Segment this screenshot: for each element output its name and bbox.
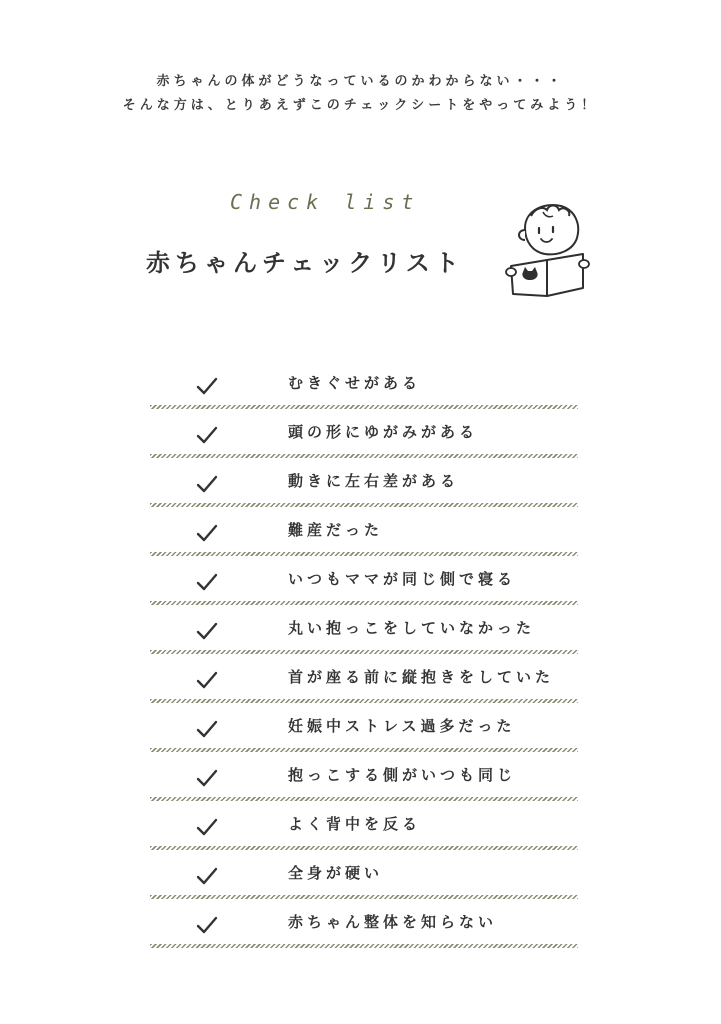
divider (150, 944, 578, 948)
checklist-item[interactable] (150, 458, 580, 507)
check-icon (196, 572, 218, 592)
checklist-item[interactable] (150, 703, 580, 752)
check-icon (196, 670, 218, 690)
checklist-item[interactable] (150, 850, 580, 899)
checklist-item-label: むきぐせがある (288, 374, 422, 392)
checklist-item-label: 丸い抱っこをしていなかった (288, 619, 536, 637)
checklist-item-label: 動きに左右差がある (288, 472, 460, 490)
checklist-item-label: 抱っこする側がいつも同じ (288, 766, 517, 784)
check-icon (196, 768, 218, 788)
checklist-item-label: 全身が硬い (288, 864, 384, 882)
checklist-item[interactable] (150, 899, 580, 948)
check-icon (196, 474, 218, 494)
checklist-item-label: 難産だった (288, 521, 384, 539)
intro-line-2: そんな方は、とりあえずこのチェックシートをやってみよう！ (122, 98, 599, 113)
check-icon (196, 915, 218, 935)
check-icon (196, 866, 218, 886)
check-icon (196, 621, 218, 641)
check-icon (196, 817, 218, 837)
checklist-item[interactable] (150, 360, 580, 409)
checklist-item[interactable] (150, 507, 580, 556)
checklist-item-label: よく背中を反る (288, 815, 422, 833)
checklist-item-label: 赤ちゃん整体を知らない (288, 913, 498, 931)
check-icon (196, 376, 218, 396)
checklist-item-label: 頭の形にゆがみがある (288, 423, 479, 441)
subtitle: Check list (230, 190, 421, 214)
checklist-item-label: いつもママが同じ側で寝る (288, 570, 517, 588)
checklist-item[interactable] (150, 801, 580, 850)
page-title: 赤ちゃんチェックリスト (146, 249, 464, 277)
intro-line-1: 赤ちゃんの体がどうなっているのかわからない・・・ (156, 74, 565, 89)
check-icon (196, 523, 218, 543)
checklist-item-label: 妊娠中ストレス過多だった (288, 717, 516, 735)
check-icon (196, 719, 218, 739)
checklist-item[interactable] (150, 752, 580, 801)
checklist-item-label: 首が座る前に縦抱きをしていた (288, 668, 555, 686)
checklist-item[interactable] (150, 654, 580, 703)
baby-reading-icon (503, 198, 593, 300)
check-icon (196, 425, 218, 445)
checklist-item[interactable] (150, 409, 580, 458)
checklist-item[interactable] (150, 556, 580, 605)
checklist (150, 360, 580, 948)
checklist-item[interactable] (150, 605, 580, 654)
